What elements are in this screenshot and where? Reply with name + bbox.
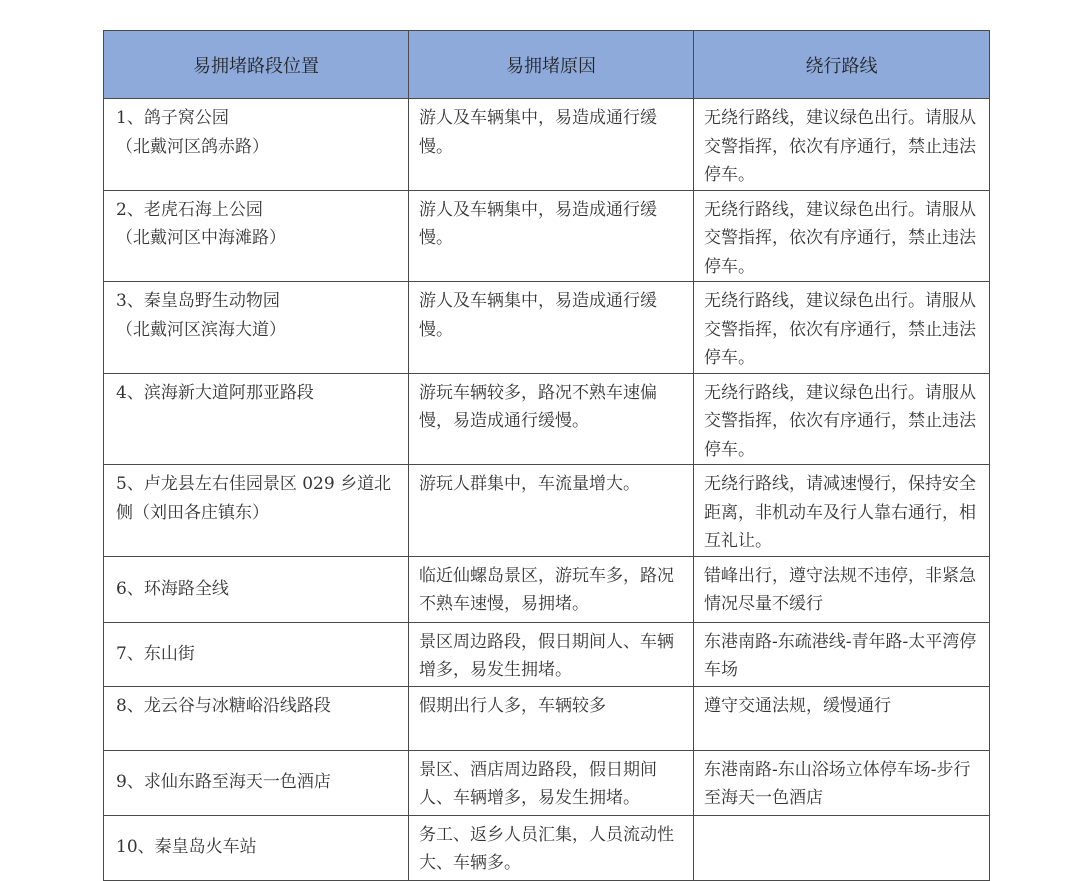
location-cell	[104, 373, 409, 465]
route-cell: 无绕行路线，建议绿色出行。请服从交警指挥，依次有序通行，禁止违法停车。	[694, 190, 990, 282]
reason-cell: 游人及车辆集中，易造成通行缓慢。	[409, 282, 694, 374]
location-name: 3、秦皇岛野生动物园	[116, 291, 280, 311]
reason-cell: 景区、酒店周边路段，假日期间人、车辆增多，易发生拥堵。	[409, 750, 694, 815]
location-name: 6、环海路全线	[116, 578, 229, 599]
table-row	[104, 282, 990, 374]
table-row	[104, 465, 990, 557]
reason-cell: 务工、返乡人员汇集，人员流动性大、车辆多。	[409, 815, 694, 880]
location-name: 9、求仙东路至海天一色酒店	[116, 772, 331, 793]
location-name: 7、东山街	[116, 643, 195, 664]
congestion-table	[103, 30, 990, 881]
reason-cell: 假期出行人多，车辆较多	[409, 686, 694, 750]
location-name: 4、滨海新大道阿那亚路段	[116, 382, 314, 403]
location-cell	[104, 99, 409, 191]
location-cell	[104, 750, 409, 815]
route-cell: 错峰出行，遵守法规不违停，非紧急情况尽量不缓行	[694, 556, 990, 622]
table-row	[104, 373, 990, 465]
table-row	[104, 190, 990, 282]
location-cell	[104, 465, 409, 557]
table-row	[104, 750, 990, 815]
location-cell	[104, 622, 409, 686]
location-name: 5、卢龙县左右佳园景区 029 乡道北侧（刘田各庄镇东）	[116, 474, 392, 523]
reason-cell: 游玩车辆较多，路况不熟车速偏慢，易造成通行缓慢。	[409, 373, 694, 465]
location-detail: （北戴河区鸽赤路）	[116, 136, 269, 157]
reason-cell: 景区周边路段，假日期间人、车辆增多，易发生拥堵。	[409, 622, 694, 686]
header-reason: 易拥堵原因	[409, 31, 694, 99]
table-header-row	[104, 31, 990, 99]
reason-cell: 游人及车辆集中，易造成通行缓慢。	[409, 99, 694, 191]
route-cell: 无绕行路线，建议绿色出行。请服从交警指挥，依次有序通行，禁止违法停车。	[694, 282, 990, 374]
location-cell	[104, 282, 409, 374]
table-row	[104, 556, 990, 622]
location-cell	[104, 556, 409, 622]
location-cell	[104, 815, 409, 880]
route-cell	[694, 815, 990, 880]
reason-cell: 临近仙螺岛景区，游玩车多，路况不熟车速慢，易拥堵。	[409, 556, 694, 622]
reason-cell: 游人及车辆集中，易造成通行缓慢。	[409, 190, 694, 282]
table-row	[104, 815, 990, 880]
location-cell	[104, 190, 409, 282]
table-row	[104, 99, 990, 191]
header-location: 易拥堵路段位置	[104, 31, 409, 99]
location-cell	[104, 686, 409, 750]
header-route: 绕行路线	[694, 31, 990, 99]
reason-cell: 游玩人群集中，车流量增大。	[409, 465, 694, 557]
table-row	[104, 622, 990, 686]
route-cell: 遵守交通法规，缓慢通行	[694, 686, 990, 750]
location-detail: （北戴河区中海滩路）	[116, 228, 286, 248]
location-detail: （北戴河区滨海大道）	[116, 319, 286, 340]
location-name: 10、秦皇岛火车站	[116, 837, 257, 858]
route-cell: 无绕行路线，建议绿色出行。请服从交警指挥，依次有序通行，禁止违法停车。	[694, 99, 990, 191]
route-cell: 无绕行路线，建议绿色出行。请服从交警指挥，依次有序通行，禁止违法停车。	[694, 373, 990, 465]
route-cell: 东港南路-东山浴场立体停车场-步行至海天一色酒店	[694, 750, 990, 815]
location-name: 1、鸽子窝公园	[116, 108, 229, 128]
location-name: 2、老虎石海上公园	[116, 199, 263, 220]
location-name: 8、龙云谷与冰糖峪沿线路段	[116, 695, 331, 716]
table-row	[104, 686, 990, 750]
route-cell: 东港南路-东疏港线-青年路-太平湾停车场	[694, 622, 990, 686]
route-cell: 无绕行路线，请减速慢行，保持安全距离，非机动车及行人靠右通行，相互礼让。	[694, 465, 990, 557]
